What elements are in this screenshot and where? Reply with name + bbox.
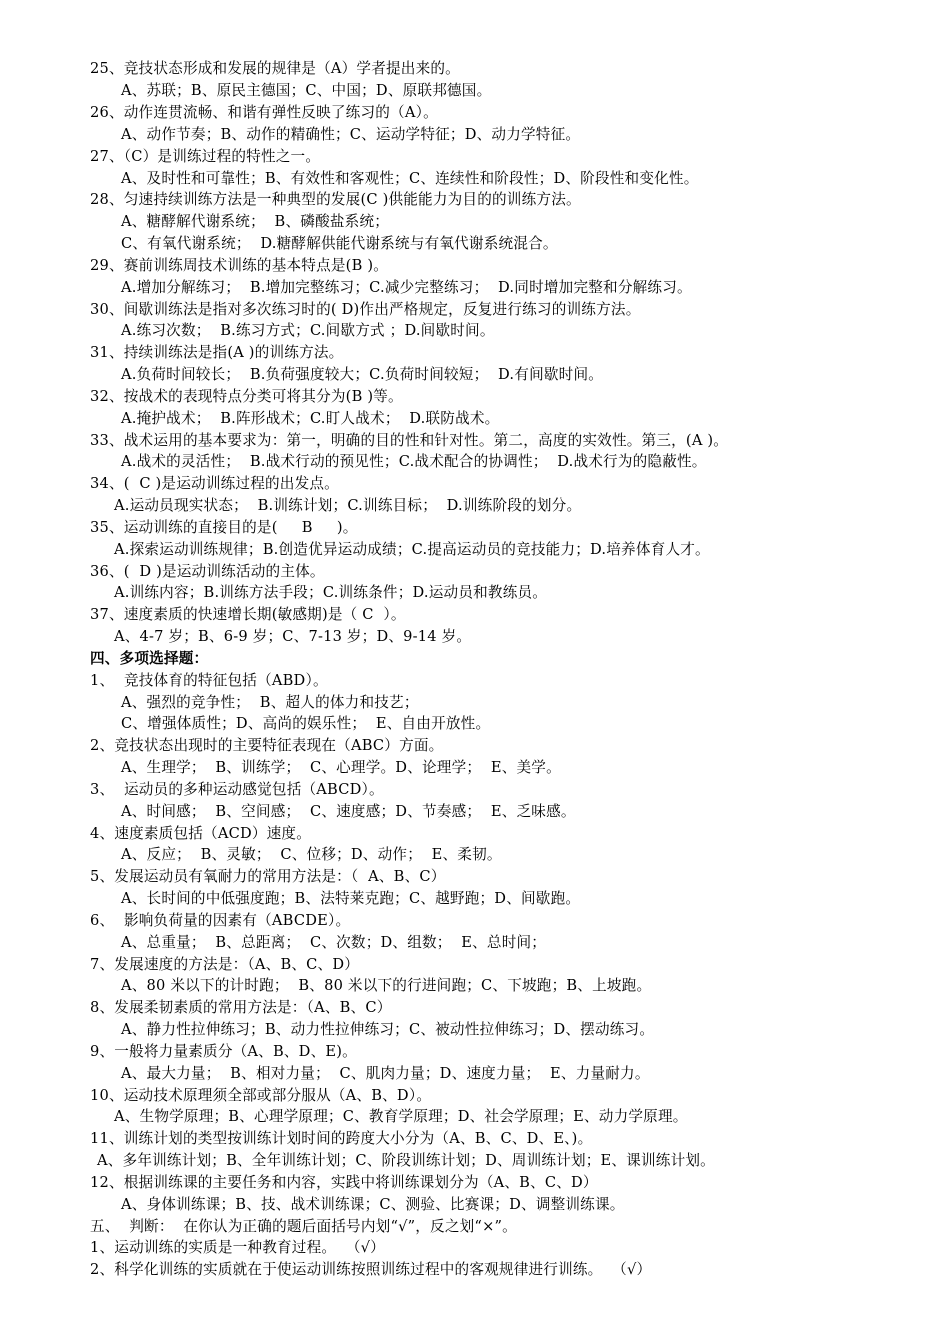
question-31: 31、持续训练法是指(A )的训练方法。 bbox=[90, 344, 344, 361]
question-26: 26、动作连贯流畅、和谐有弹性反映了练习的（A）。 bbox=[90, 104, 438, 121]
question-27: 27、（C）是训练过程的特性之一。 bbox=[90, 148, 321, 165]
question-26-options: A、动作节奏；B、动作的精确性；C、运动学特征；D、动力学特征。 bbox=[121, 126, 581, 143]
question-37-options: A、4-7 岁；B、6-9 岁；C、7-13 岁；D、9-14 岁。 bbox=[114, 628, 472, 645]
multi-question-7-options: A、80 米以下的计时跑； B、80 米以下的行进间跑；C、下坡跑；B、上坡跑。 bbox=[121, 977, 652, 994]
multi-question-1-options-2: C、增强体质性；D、高尚的娱乐性； E、自由开放性。 bbox=[121, 715, 491, 732]
multi-question-10: 10、运动技术原理须全部或部分服从（A、B、D）。 bbox=[90, 1087, 432, 1104]
question-28-options-2: C、有氧代谢系统； D.糖酵解供能代谢系统与有氧代谢系统混合。 bbox=[121, 235, 558, 252]
question-34-options: A.运动员现实状态； B.训练计划；C.训练目标； D.训练阶段的划分。 bbox=[114, 497, 582, 514]
question-36: 36、( D )是运动训练活动的主体。 bbox=[90, 563, 325, 580]
multi-question-4-options: A、反应； B、灵敏； C、位移；D、动作； E、柔韧。 bbox=[121, 846, 502, 863]
question-36-options: A.训练内容；B.训练方法手段；C.训练条件；D.运动员和教练员。 bbox=[114, 584, 548, 601]
question-30-options: A.练习次数； B.练习方式；C.间歇方式 ；D.间歇时间。 bbox=[121, 322, 495, 339]
question-35-options: A.探索运动训练规律；B.创造优异运动成绩；C.提高运动员的竞技能力；D.培养体育人才。 bbox=[114, 541, 710, 558]
section-heading-true-false: 五、 判断： 在你认为正确的题后面括号内划“√”，反之划“×”。 bbox=[90, 1218, 517, 1235]
question-25: 25、竞技状态形成和发展的规律是（A）学者提出来的。 bbox=[90, 60, 460, 77]
multi-question-4: 4、速度素质包括（ACD）速度。 bbox=[90, 825, 312, 842]
multi-question-8: 8、发展柔韧素质的常用方法是：（A、B、C） bbox=[90, 999, 392, 1016]
question-28-options-1: A、糖酵解代谢系统； B、磷酸盐系统； bbox=[121, 213, 390, 230]
multi-question-6: 6、 影响负荷量的因素有（ABCDE）。 bbox=[90, 912, 351, 929]
question-33: 33、战术运用的基本要求为：第一，明确的目的性和针对性。第二，高度的实效性。第三，(A )。 bbox=[90, 432, 729, 449]
question-35: 35、运动训练的直接目的是( B )。 bbox=[90, 519, 358, 536]
multi-question-8-options: A、静力性拉伸练习；B、动力性拉伸练习；C、被动性拉伸练习；D、摆动练习。 bbox=[121, 1021, 655, 1038]
multi-question-1-options-1: A、强烈的竞争性； B、超人的体力和技艺； bbox=[121, 694, 419, 711]
question-30: 30、间歇训练法是指对多次练习时的( D)作出严格规定，反复进行练习的训练方法。 bbox=[90, 301, 641, 318]
judgement-2: 2、科学化训练的实质就在于使运动训练按照训练过程中的客观规律进行训练。 （√） bbox=[90, 1261, 652, 1278]
multi-question-2-options: A、生理学； B、训练学； C、心理学。D、论理学； E、美学。 bbox=[121, 759, 561, 776]
multi-question-12-options: A、身体训练课；B、技、战术训练课；C、测验、比赛课；D、调整训练课。 bbox=[121, 1196, 625, 1213]
question-32-options: A.掩护战术； B.阵形战术；C.盯人战术； D.联防战术。 bbox=[121, 410, 500, 427]
multi-question-5-options: A、长时间的中低强度跑；B、法特莱克跑；C、越野跑；D、间歇跑。 bbox=[121, 890, 581, 907]
question-34: 34、( C )是运动训练过程的出发点。 bbox=[90, 475, 339, 492]
multi-question-9: 9、一般将力量素质分（A、B、D、E)。 bbox=[90, 1043, 357, 1060]
question-27-options: A、及时性和可靠性；B、有效性和客观性；C、连续性和阶段性；D、阶段性和变化性。 bbox=[121, 170, 699, 187]
multi-question-3: 3、 运动员的多种运动感觉包括（ABCD）。 bbox=[90, 781, 384, 798]
multi-question-11: 11、训练计划的类型按训练计划时间的跨度大小分为（A、B、C、D、E、)。 bbox=[90, 1130, 593, 1147]
judgement-1: 1、运动训练的实质是一种教育过程。 （√） bbox=[90, 1239, 385, 1256]
multi-question-5: 5、发展运动员有氧耐力的常用方法是：（ A、B、C） bbox=[90, 868, 446, 885]
question-25-options: A、苏联；B、原民主德国；C、中国；D、原联邦德国。 bbox=[121, 82, 492, 99]
question-29: 29、赛前训练周技术训练的基本特点是(B )。 bbox=[90, 257, 389, 274]
multi-question-12: 12、根据训练课的主要任务和内容，实践中将训练课划分为（A、B、C、D） bbox=[90, 1174, 598, 1191]
multi-question-11-options: A、多年训练计划；B、全年训练计划；C、阶段训练计划；D、周训练计划；E、课训练计划。 bbox=[97, 1152, 715, 1169]
multi-question-6-options: A、总重量； B、总距离； C、次数；D、组数； E、总时间； bbox=[121, 934, 547, 951]
multi-question-2: 2、竞技状态出现时的主要特征表现在（ABC）方面。 bbox=[90, 737, 444, 754]
question-32: 32、按战术的表现特点分类可将其分为(B )等。 bbox=[90, 388, 403, 405]
multi-question-10-options: A、生物学原理；B、心理学原理；C、教育学原理；D、社会学原理；E、动力学原理。 bbox=[114, 1108, 688, 1125]
multi-question-1: 1、 竞技体育的特征包括（ABD）。 bbox=[90, 672, 328, 689]
question-33-options: A.战术的灵活性； B.战术行动的预见性；C.战术配合的协调性； D.战术行为的隐蔽性。 bbox=[121, 453, 707, 470]
multi-question-7: 7、发展速度的方法是：（A、B、C、D） bbox=[90, 956, 360, 973]
section-heading-multiple-choice: 四、多项选择题： bbox=[90, 650, 209, 667]
question-31-options: A.负荷时间较长； B.负荷强度较大；C.负荷时间较短； D.有间歇时间。 bbox=[121, 366, 604, 383]
multi-question-3-options: A、时间感； B、空间感； C、速度感；D、节奏感； E、乏味感。 bbox=[121, 803, 576, 820]
question-37: 37、速度素质的快速增长期(敏感期)是（ C ）。 bbox=[90, 606, 406, 623]
question-28: 28、匀速持续训练方法是一种典型的发展(C )供能能力为目的的训练方法。 bbox=[90, 191, 581, 208]
question-29-options: A.增加分解练习； B.增加完整练习；C.减少完整练习； D.同时增加完整和分解练习。 bbox=[121, 279, 692, 296]
multi-question-9-options: A、最大力量； B、相对力量； C、肌肉力量；D、速度力量； E、力量耐力。 bbox=[121, 1065, 650, 1082]
